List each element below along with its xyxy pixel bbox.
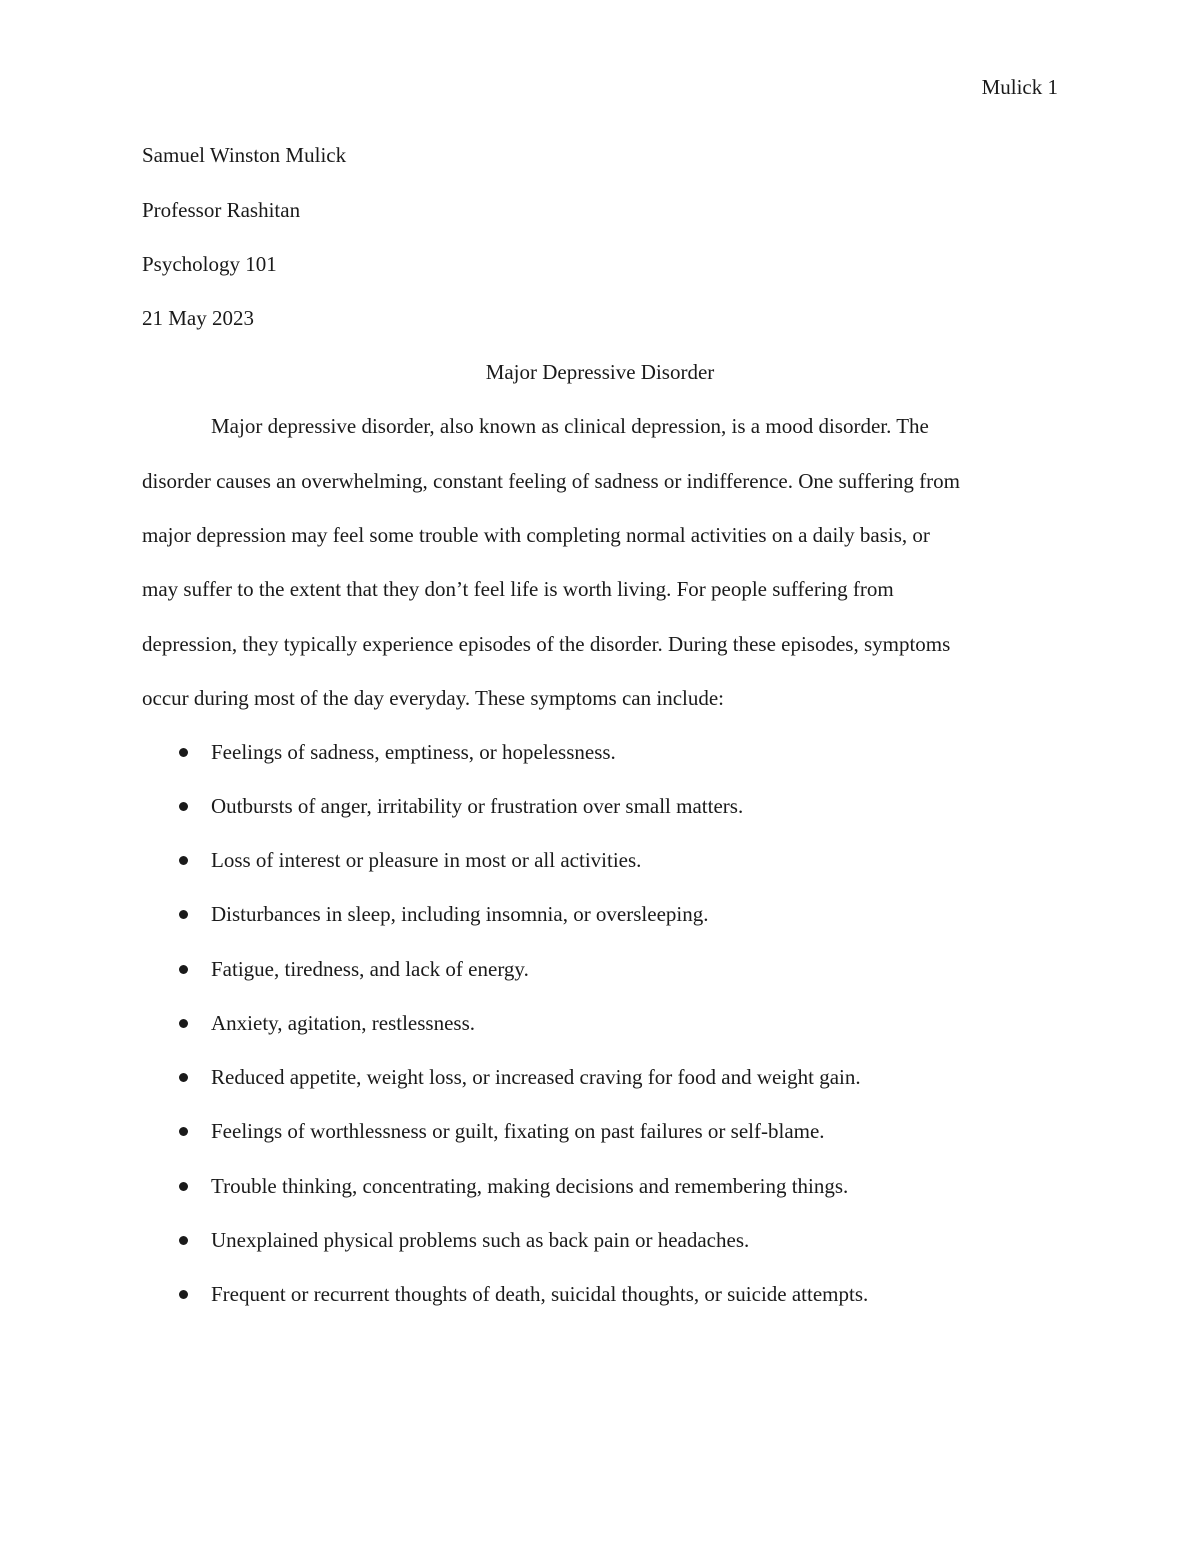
bullet-icon — [179, 856, 188, 865]
list-item-text: Unexplained physical problems such as back pain or headaches. — [211, 1228, 750, 1252]
list-item-text: Trouble thinking, concentrating, making decisions and remembering things. — [211, 1174, 849, 1198]
list-item-text: Frequent or recurrent thoughts of death, suicidal thoughts, or suicide attempts. — [211, 1282, 869, 1306]
bullet-icon — [179, 1073, 188, 1082]
student-name: Samuel Winston Mulick — [142, 143, 347, 167]
list-item-text: Feelings of worthlessness or guilt, fixating on past failures or self-blame. — [211, 1119, 825, 1143]
list-item-text: Feelings of sadness, emptiness, or hopelessness. — [211, 740, 616, 764]
running-head: Mulick 1 — [981, 75, 1058, 99]
bullet-icon — [179, 1019, 188, 1028]
list-item-text: Anxiety, agitation, restlessness. — [211, 1011, 476, 1035]
bullet-icon — [179, 1182, 188, 1191]
paragraph-line: disorder causes an overwhelming, constant feeling of sadness or indifference. One suffering from — [142, 469, 960, 493]
list-item-text: Fatigue, tiredness, and lack of energy. — [211, 957, 529, 981]
paragraph-line: major depression may feel some trouble with completing normal activities on a daily basis, or — [142, 523, 930, 547]
list-item-text: Disturbances in sleep, including insomnia, or oversleeping. — [211, 902, 709, 926]
date: 21 May 2023 — [142, 306, 254, 330]
paragraph-line: Major depressive disorder, also known as clinical depression, is a mood disorder. The — [211, 414, 929, 438]
bullet-icon — [179, 748, 188, 757]
professor-name: Professor Rashitan — [142, 198, 301, 222]
paragraph-line: depression, they typically experience episodes of the disorder. During these episodes, symptoms — [142, 632, 951, 656]
paragraph-line: may suffer to the extent that they don’t feel life is worth living. For people suffering from — [142, 577, 894, 601]
page-title: Major Depressive Disorder — [485, 360, 715, 384]
bullet-icon — [179, 1290, 188, 1299]
list-item-text: Reduced appetite, weight loss, or increased craving for food and weight gain. — [211, 1065, 861, 1089]
bullet-icon — [179, 910, 188, 919]
bullet-icon — [179, 965, 188, 974]
bullet-icon — [179, 1127, 188, 1136]
paragraph-line: occur during most of the day everyday. These symptoms can include: — [142, 686, 725, 710]
list-item-text: Loss of interest or pleasure in most or all activities. — [211, 848, 642, 872]
list-item-text: Outbursts of anger, irritability or frustration over small matters. — [211, 794, 744, 818]
course-name: Psychology 101 — [142, 252, 277, 276]
bullet-icon — [179, 1236, 188, 1245]
bullet-icon — [179, 802, 188, 811]
